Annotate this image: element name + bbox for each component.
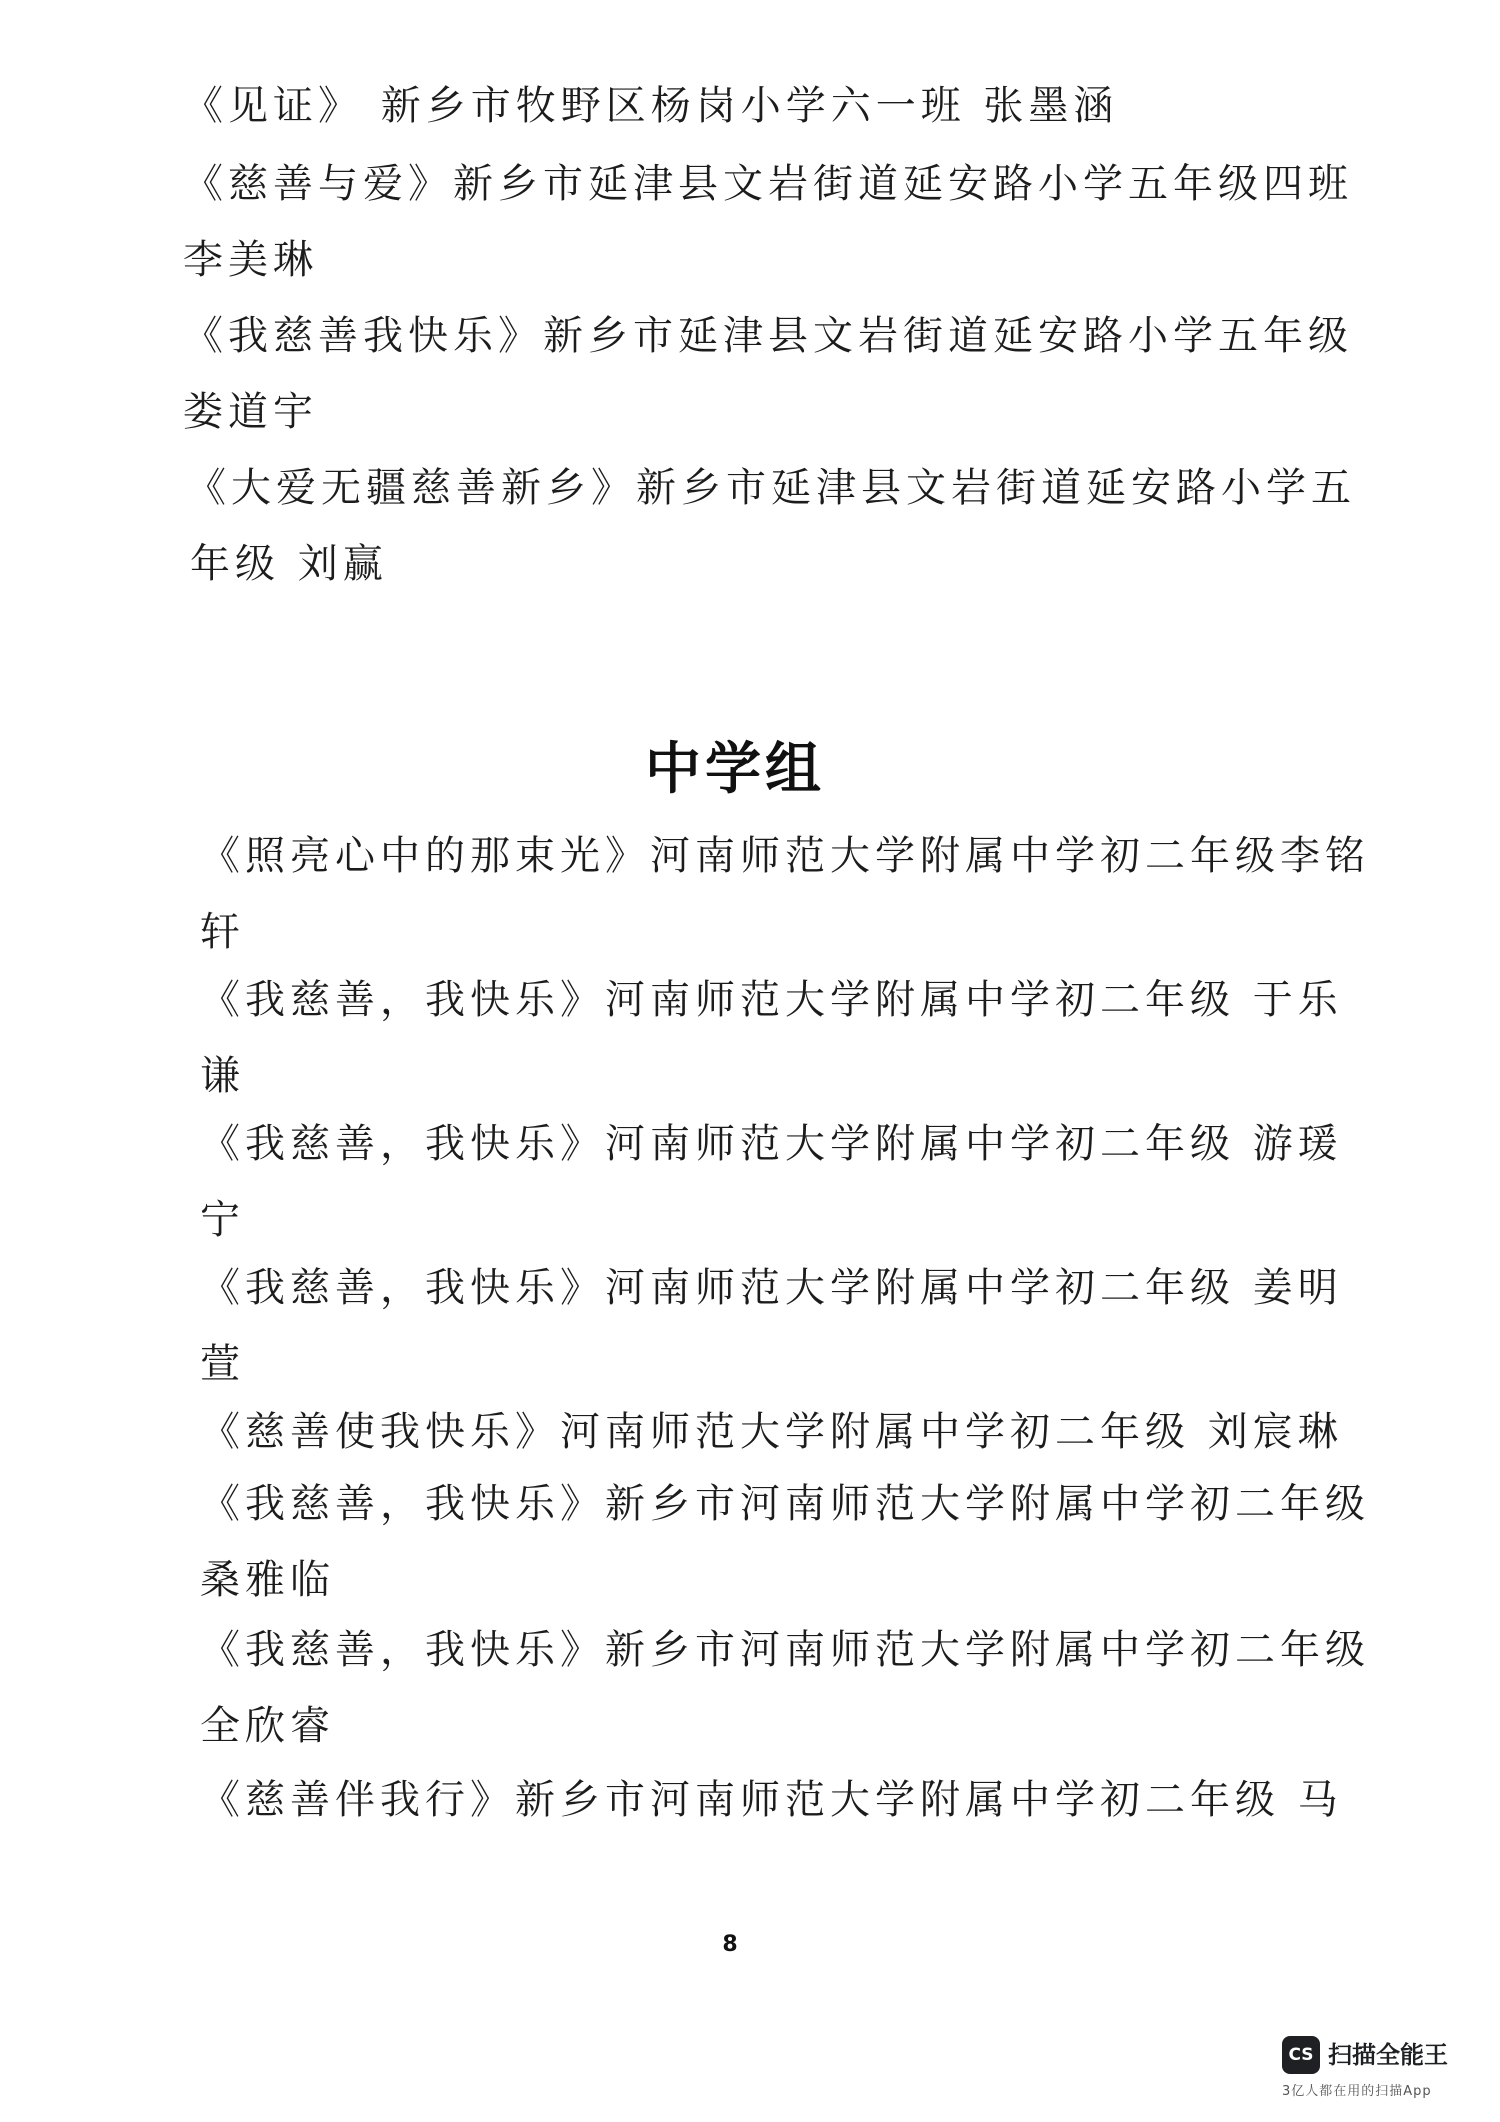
- award-entry: [0, 68, 1500, 144]
- award-entry: [0, 146, 1500, 298]
- entry-line: 萱: [200, 1341, 245, 1387]
- entry-line: 《我慈善，我快乐》河南师范大学附属中学初二年级 于乐: [200, 977, 1343, 1023]
- entry-line: 《照亮心中的那束光》河南师范大学附属中学初二年级李铭: [200, 833, 1370, 879]
- entry-line: 《见证》 新乡市牧野区杨岗小学六一班 张墨涵: [183, 83, 1119, 129]
- award-entry: [0, 1106, 1500, 1258]
- entry-line: 《慈善使我快乐》河南师范大学附属中学初二年级 刘宸琳: [200, 1409, 1343, 1455]
- scanner-tagline: 3亿人都在用的扫描App: [1282, 2084, 1432, 2099]
- scanner-watermark: [1282, 2032, 1472, 2102]
- award-entry: [0, 1394, 1500, 1470]
- entry-line: 《我慈善，我快乐》新乡市河南师范大学附属中学初二年级: [200, 1481, 1370, 1527]
- award-entry: [0, 818, 1500, 970]
- entry-line: 《慈善与爱》新乡市延津县文岩街道延安路小学五年级四班: [183, 161, 1353, 207]
- award-entry: [0, 1466, 1500, 1618]
- entry-line: 宁: [200, 1197, 245, 1243]
- entry-line: 年级 刘赢: [190, 541, 388, 587]
- award-entry: [0, 1612, 1500, 1764]
- entry-line: 《我慈善，我快乐》河南师范大学附属中学初二年级 姜明: [200, 1265, 1343, 1311]
- entry-line: 《慈善伴我行》新乡市河南师范大学附属中学初二年级 马: [200, 1777, 1343, 1823]
- entry-line: 《大爱无疆慈善新乡》新乡市延津县文岩街道延安路小学五: [186, 465, 1356, 511]
- award-entry: [0, 1250, 1500, 1402]
- award-entry: [0, 450, 1500, 602]
- entry-line: 全欣睿: [200, 1703, 335, 1749]
- entry-line: 李美琳: [183, 237, 318, 283]
- entry-line: 《我慈善，我快乐》河南师范大学附属中学初二年级 游瑗: [200, 1121, 1343, 1167]
- award-entry: [0, 1762, 1500, 1838]
- entry-line: 娄道宇: [183, 389, 318, 435]
- award-entry: [0, 298, 1500, 450]
- scanner-app-name: 扫描全能王: [1328, 2041, 1448, 2069]
- section-title: 中学组: [645, 737, 825, 802]
- page-number: 8: [722, 1932, 738, 1957]
- entry-line: 桑雅临: [200, 1557, 335, 1603]
- award-entry: [0, 962, 1500, 1114]
- entry-line: 《我慈善，我快乐》新乡市河南师范大学附属中学初二年级: [200, 1627, 1370, 1673]
- entry-line: 轩: [200, 909, 245, 955]
- scanner-logo-icon: CS: [1282, 2036, 1320, 2074]
- entry-line: 《我慈善我快乐》新乡市延津县文岩街道延安路小学五年级: [183, 313, 1353, 359]
- entry-line: 谦: [200, 1053, 245, 1099]
